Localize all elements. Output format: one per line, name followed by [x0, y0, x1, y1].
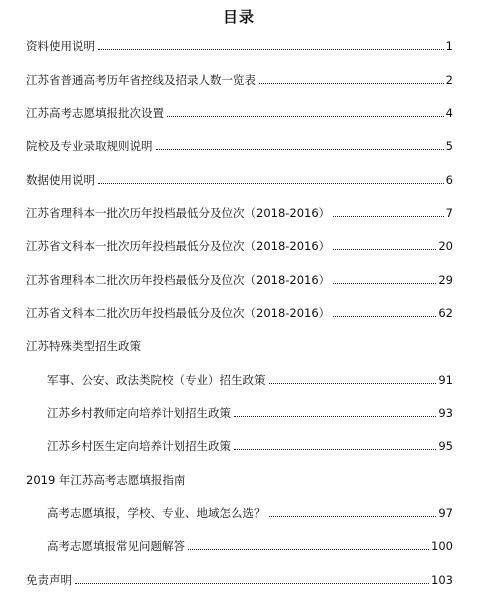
- dot-leader: [333, 316, 436, 317]
- toc-entry-label: 军事、公安、政法类院校（专业）招生政策: [47, 373, 266, 387]
- section-heading-special: 江苏特殊类型招生政策: [26, 339, 141, 353]
- toc-entry-label: 江苏乡村医生定向培养计划招生政策: [47, 439, 231, 453]
- toc-entry-page: 91: [438, 373, 453, 387]
- toc-entry-page: 100: [431, 539, 453, 553]
- toc-entry-label: 江苏省理科本一批次历年投档最低分及位次（2018-2016）: [26, 206, 331, 220]
- toc-entry-page: 103: [431, 573, 453, 587]
- toc-entry-label: 江苏省文科本一批次历年投档最低分及位次（2018-2016）: [26, 239, 331, 253]
- toc-entry-page: 95: [438, 439, 453, 453]
- toc-entry-label: 免责声明: [26, 573, 72, 587]
- toc-entry-science-tier1[interactable]: [26, 205, 453, 221]
- dot-leader: [75, 583, 429, 584]
- toc-entry-page: 1: [445, 39, 453, 53]
- dot-leader: [234, 449, 436, 450]
- section-heading-guide: 2019 年江苏高考志愿填报指南: [26, 473, 186, 487]
- toc-entry-page: 6: [445, 173, 453, 187]
- toc-entry-label: 江苏省理科本二批次历年投档最低分及位次（2018-2016）: [26, 273, 331, 287]
- toc-entry-arts-tier1[interactable]: [26, 238, 453, 254]
- toc-entry-military-police[interactable]: [47, 372, 453, 388]
- dot-leader: [269, 383, 437, 384]
- dot-leader: [269, 516, 437, 517]
- dot-leader: [234, 416, 436, 417]
- toc-entry-page: 20: [438, 239, 453, 253]
- toc-entry-label: 院校及专业录取规则说明: [26, 139, 153, 153]
- toc-entry-science-tier2[interactable]: [26, 272, 453, 288]
- toc-entry-data-usage[interactable]: [26, 172, 453, 188]
- toc-entry-page: 97: [438, 506, 453, 520]
- toc-entry-arts-tier2[interactable]: [26, 305, 453, 321]
- toc-entry-page: 4: [445, 106, 453, 120]
- toc-entry-how-to-choose[interactable]: [47, 505, 453, 521]
- toc-entry-label: 高考志愿填报常见问题解答: [47, 539, 185, 553]
- dot-leader: [259, 83, 444, 84]
- dot-leader: [333, 216, 443, 217]
- dot-leader: [188, 549, 429, 550]
- toc-entry-page: 62: [438, 306, 453, 320]
- toc-entry-page: 29: [438, 273, 453, 287]
- toc-entry-control-lines[interactable]: [26, 72, 453, 88]
- toc-entry-label: 高考志愿填报，学校、专业、地域怎么选？: [47, 506, 266, 520]
- dot-leader: [98, 49, 444, 50]
- toc-entry-page: 93: [438, 406, 453, 420]
- toc-entry-disclaimer[interactable]: [26, 572, 453, 588]
- dot-leader: [333, 283, 436, 284]
- toc-title: 目录: [222, 8, 255, 26]
- dot-leader: [333, 249, 436, 250]
- toc-entry-rural-doctor[interactable]: [47, 438, 453, 454]
- toc-entry-label: 数据使用说明: [26, 173, 95, 187]
- dot-leader: [98, 183, 444, 184]
- toc-entry-page: 2: [445, 73, 453, 87]
- toc-entry-page: 5: [445, 139, 453, 153]
- toc-entry-label: 江苏省文科本二批次历年投档最低分及位次（2018-2016）: [26, 306, 331, 320]
- toc-entry-label: 江苏省普通高考历年省控线及招录人数一览表: [26, 73, 256, 87]
- toc-entry-label: 江苏乡村教师定向培养计划招生政策: [47, 406, 231, 420]
- toc-entry-label: 资料使用说明: [26, 39, 95, 53]
- toc-entry-faq[interactable]: [47, 538, 453, 554]
- toc-entry-admission-rules[interactable]: [26, 138, 453, 154]
- toc-entry-usage[interactable]: [26, 38, 453, 54]
- toc-entry-rural-teacher[interactable]: [47, 405, 453, 421]
- toc-entry-label: 江苏高考志愿填报批次设置: [26, 106, 164, 120]
- dot-leader: [156, 149, 444, 150]
- dot-leader: [167, 116, 444, 117]
- toc-entry-batch-settings[interactable]: [26, 105, 453, 121]
- toc-entry-page: 7: [445, 206, 453, 220]
